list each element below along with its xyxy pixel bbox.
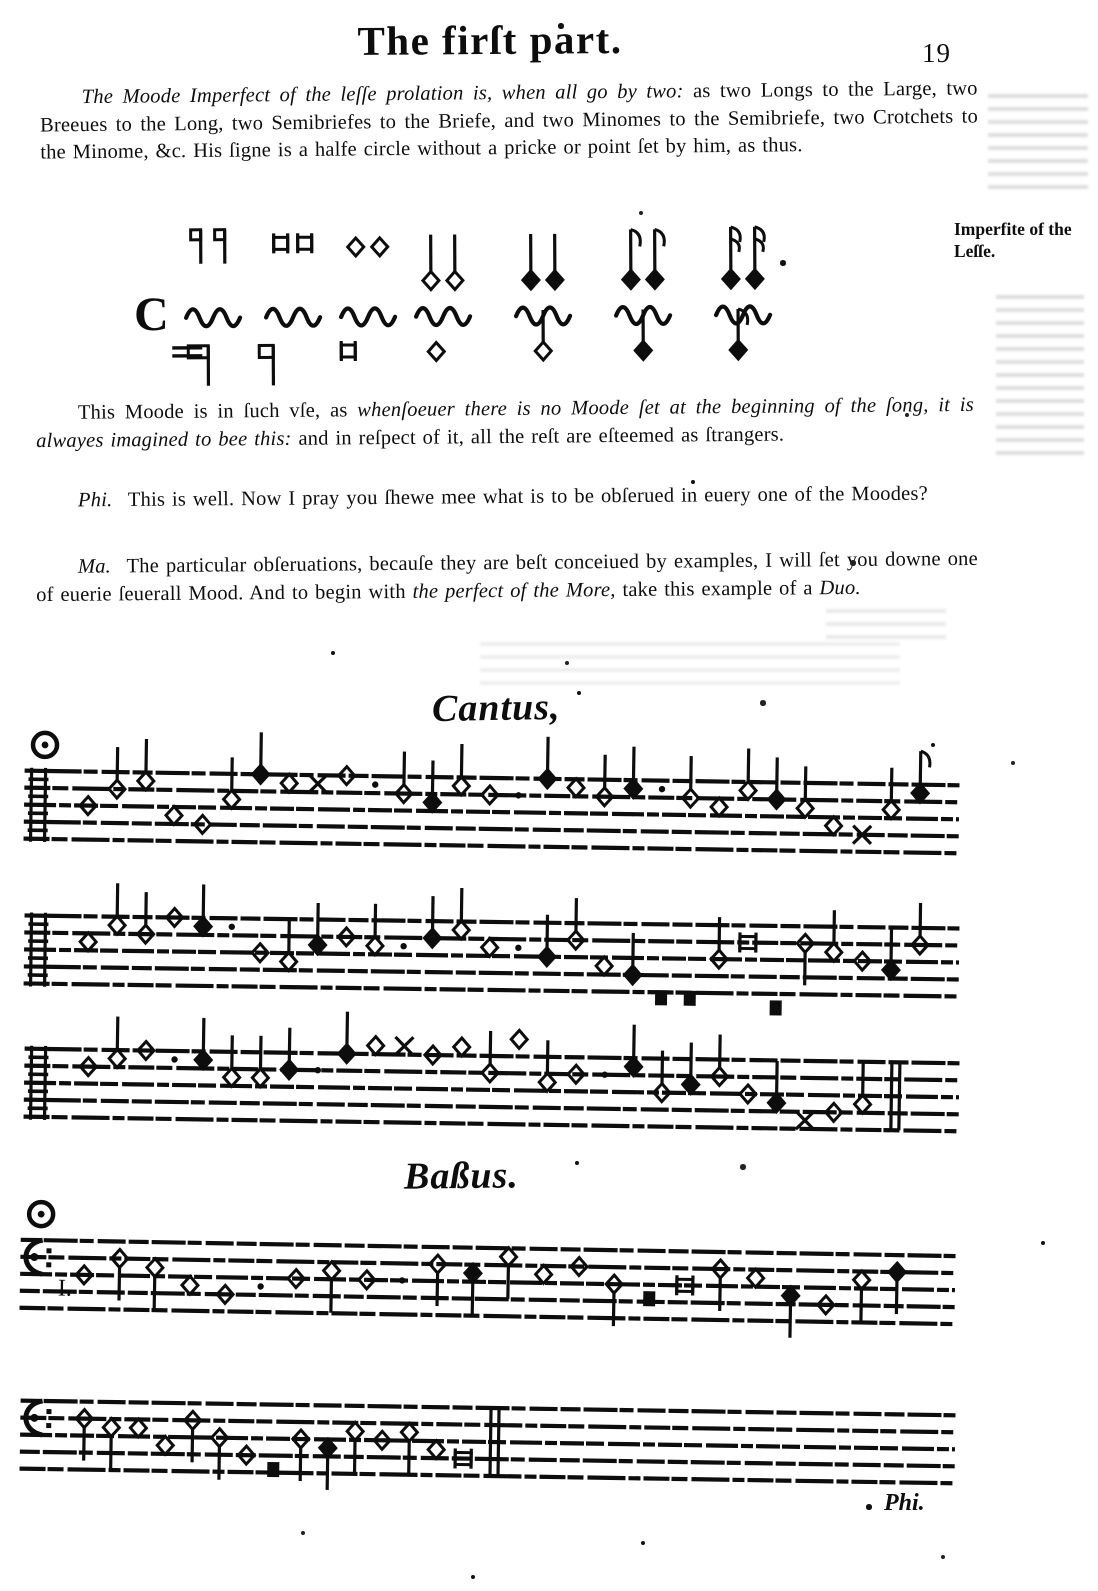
catchword: Phi. [884, 1490, 925, 1516]
bleedthrough-marks [996, 292, 1084, 460]
speaker-name: Phi. [77, 489, 113, 512]
page-title: The firſt part. [357, 16, 623, 64]
cantus-section-label: Cantus, [431, 685, 561, 731]
paragraph-roman: as two Longs to the Large, two Breeues to the Long, two Semibriefes to the Briefe, and two Minomes to the Semibriefe, two Crotchets to the Minome, &c. His ſigne is a halfe circle without a pricke or point ſet by him, as thus. [39, 77, 979, 164]
svg-text:C: C [133, 287, 169, 342]
mood-example-figure [115, 196, 966, 405]
paragraph-philomathes [36, 480, 974, 515]
speech-italic: the perfect of the More, [412, 578, 616, 603]
bassus-section-label: Baßus. [403, 1154, 519, 1198]
speech-italic: Duo. [819, 576, 861, 599]
speech-text: This is well. Now I pray you ſhewe mee what is to be obſerued in euery one of the Moodes? [127, 482, 928, 511]
speaker-name: Ma. [77, 555, 112, 578]
paragraph-roman: and in reſpect of it, all the reſt are eſteemed as ſtrangers. [298, 423, 785, 450]
paragraph-lead-italic: The Moode Imperfect of the leſſe prolation is, when all go by two: [81, 80, 684, 109]
paragraph-italic: whenſoeuer there is no Moode ſet at the beginning of the ſong, it is alwayes imagined to bee this: [36, 393, 974, 452]
bleedthrough-marks [480, 636, 900, 690]
bassus-staff-1 [17, 1194, 965, 1373]
speech-text: take this example of a [622, 576, 813, 601]
paragraph-mood-use [36, 392, 974, 455]
scan-noise [0, 0, 2, 2]
svg-text:I.: I. [57, 1275, 73, 1302]
bleedthrough-marks [988, 94, 1088, 194]
margin-note: Imperfite of the Leſſe. [954, 219, 1072, 261]
page-number: 19 [922, 38, 951, 68]
speech-text: The particular obſeruations, becauſe they are beſt conceiued by examples, I will ſet you downe one of euerie ſeuerall Mood. And to begin with [36, 547, 978, 606]
bassus-staff-2 [17, 1355, 964, 1533]
paragraph-mood-imperfect [40, 75, 979, 167]
paragraph-roman: This Moode is in ſuch vſe, as [77, 399, 348, 424]
